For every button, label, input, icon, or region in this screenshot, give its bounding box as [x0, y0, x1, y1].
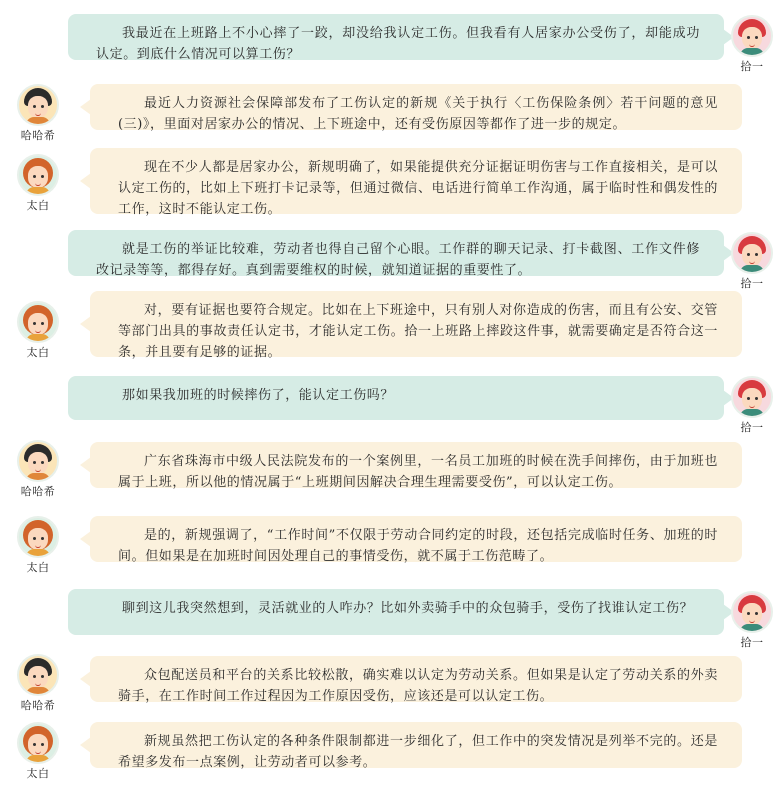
chat-bubble: 是的，新规强调了，“工作时间”不仅限于劳动合同约定的时段，还包括完成临时任务、加班的时间。但如果是在加班时间因处理自己的事情受伤，就不属于工伤范畴了。 [90, 516, 742, 562]
chat-bubble: 众包配送员和平台的关系比较松散，确实难以认定为劳动关系。但如果是认定了劳动关系的外卖骑手，在工作时间工作过程因为工作原因受伤，应该还是可以认定工伤。 [90, 656, 742, 702]
chat-bubble: 就是工伤的举证比较难，劳动者也得自己留个心眼。工作群的聊天记录、打卡截图、工作文件修改记录等等，都得存好。真到需要维权的时候，就知道证据的重要性了。 [68, 230, 724, 276]
speaker-name: 哈哈希 [20, 485, 56, 498]
speaker [8, 154, 68, 213]
speaker [8, 654, 68, 713]
speaker-name: 太白 [26, 199, 50, 212]
chat-bubble: 现在不少人都是居家办公，新规明确了，如果能提供充分证据证明伤害与工作直接相关，是可以认定工伤的，比如上下班打卡记录等，但通过微信、电话进行简单工作沟通，属于临时性和偶发性的工作，这时不能认定工伤。 [90, 148, 742, 214]
speaker-name: 拾一 [740, 636, 764, 649]
avatar [731, 376, 773, 418]
speaker [8, 516, 68, 575]
speaker [722, 15, 782, 74]
chat-bubble: 最近人力资源社会保障部发布了工伤认定的新规《关于执行〈工伤保险条例〉若干问题的意见(三)》，里面对居家办公的情况、上下班途中，还有受伤原因等都作了进一步的规定。 [90, 84, 742, 130]
chat-bubble: 那如果我加班的时候摔伤了，能认定工伤吗？ [68, 376, 724, 420]
chat-bubble: 我最近在上班路上不小心摔了一跤，却没给我认定工伤。但我看有人居家办公受伤了，却能成功认定。到底什么情况可以算工伤？ [68, 14, 724, 60]
speaker-name: 拾一 [740, 421, 764, 434]
avatar [17, 654, 59, 696]
speaker-name: 拾一 [740, 60, 764, 73]
speaker [8, 84, 68, 143]
avatar [17, 440, 59, 482]
speaker-name: 太白 [26, 767, 50, 780]
speaker-name: 拾一 [740, 277, 764, 290]
speaker [722, 376, 782, 435]
speaker [722, 232, 782, 291]
chat-bubble: 聊到这儿我突然想到，灵活就业的人咋办？比如外卖骑手中的众包骑手，受伤了找谁认定工伤？ [68, 589, 724, 635]
avatar [17, 516, 59, 558]
chat-bubble: 广东省珠海市中级人民法院发布的一个案例里，一名员工加班的时候在洗手间摔伤，由于加班也属于上班，所以他的情况属于“上班期间因解决合理生理需要受伤”，可以认定工伤。 [90, 442, 742, 488]
avatar [17, 722, 59, 764]
speaker-name: 哈哈希 [20, 129, 56, 142]
speaker-name: 太白 [26, 346, 50, 359]
chat-bubble: 对，要有证据也要符合规定。比如在上下班途中，只有别人对你造成的伤害，而且有公安、交管等部门出具的事故责任认定书，才能认定工伤。拾一上班路上摔跤这件事，就需要确定是否符合这一条，并且要有足够的证据。 [90, 291, 742, 357]
speaker [8, 722, 68, 781]
speaker-name: 太白 [26, 561, 50, 574]
avatar [17, 154, 59, 196]
speaker [8, 440, 68, 499]
speaker [8, 301, 68, 360]
speaker [722, 591, 782, 650]
avatar [17, 301, 59, 343]
speaker-name: 哈哈希 [20, 699, 56, 712]
avatar [731, 15, 773, 57]
avatar [731, 591, 773, 633]
avatar [17, 84, 59, 126]
chat-bubble: 新规虽然把工伤认定的各种条件限制都进一步细化了，但工作中的突发情况是列举不完的。还是希望多发布一点案例，让劳动者可以参考。 [90, 722, 742, 768]
avatar [731, 232, 773, 274]
